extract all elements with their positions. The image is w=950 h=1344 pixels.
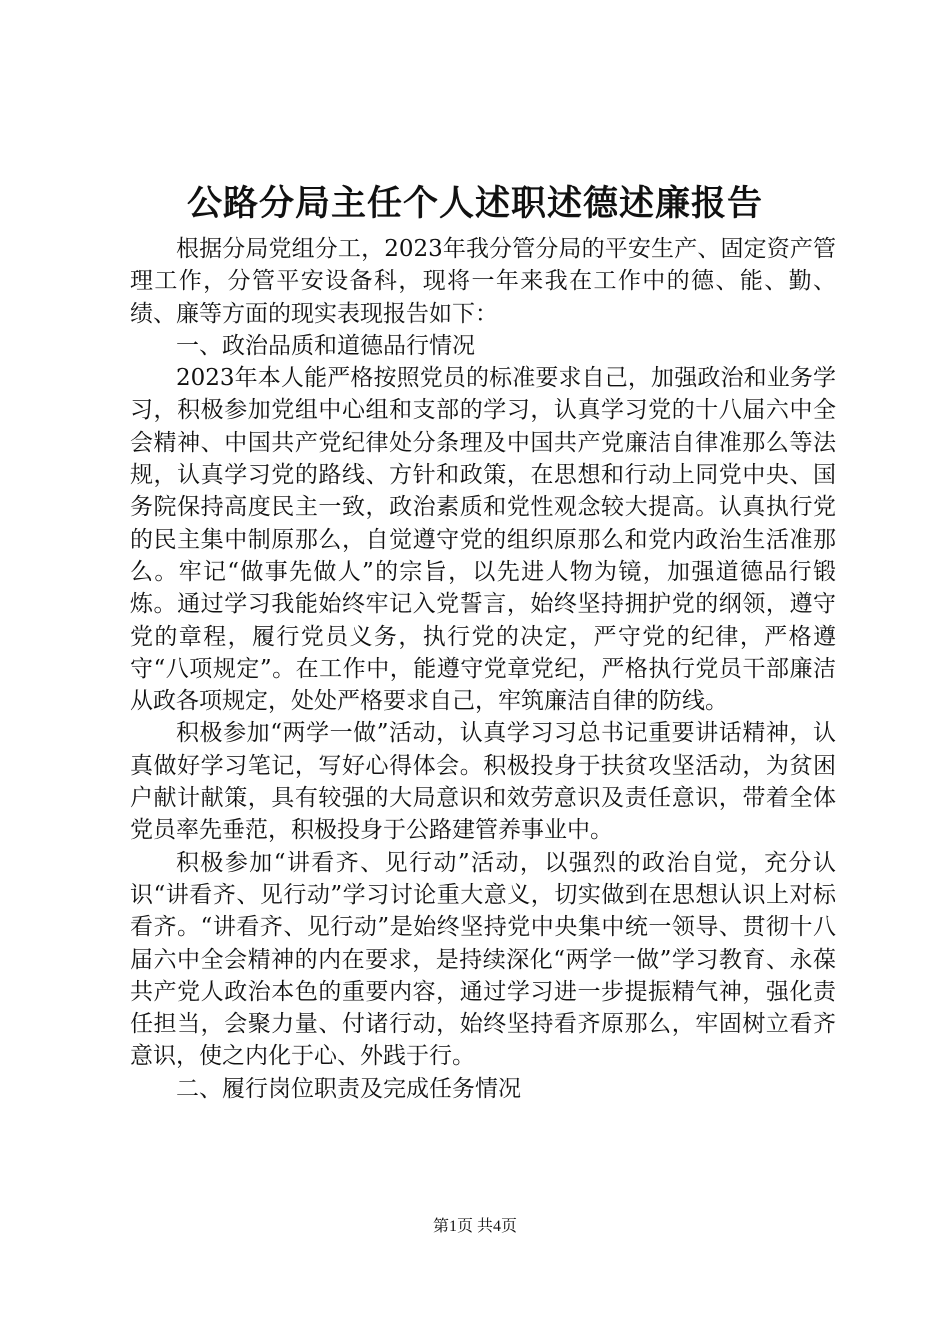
paragraph-intro: 根据分局党组分工，2023年我分管分局的平安生产、固定资产管理工作，分管平安设备科，现将一年来我在工作中的德、能、勤、绩、廉等方面的现实表现报告如下： (130, 236, 836, 327)
section-heading-2: 二、履行岗位职责及完成任务情况 (176, 1075, 521, 1102)
paragraph-two-studies: 积极参加“两学一做”活动，认真学习习总书记重要讲话精神，认真做好学习笔记，写好心得体会。积极投身于扶贫攻坚活动，为贫困户献计献策，具有较强的大局意识和效劳意识及责任意识，带着全体党员率先垂范，积极投身于公路建管养事业中。 (130, 720, 836, 844)
page-number: 第1页 共4页 (432, 1218, 517, 1235)
paragraph-alignment: 积极参加“讲看齐、见行动”活动，以强烈的政治自觉，充分认识“讲看齐、见行动”学习讨论重大意义，切实做到在思想认识上对标看齐。“讲看齐、见行动”是始终坚持党中央集中统一领导、贯彻十八届六中全会精神的内在要求，是持续深化“两学一做”学习教育、永葆共产党人政治本色的重要内容，通过学习进一步提振精气神，强化责任担当，会聚力量、付诸行动，始终坚持看齐原那么，牢固树立看齐意识，使之内化于心、外践于行。 (130, 849, 836, 1070)
section-heading-1: 一、政治品质和道德品行情况 (176, 332, 475, 359)
document-title: 公路分局主任个人述职述德述廉报告 (186, 183, 763, 224)
paragraph-political-quality: 2023年本人能严格按照党员的标准要求自己，加强政治和业务学习，积极参加党组中心组和支部的学习，认真学习党的十八届六中全会精神、中国共产党纪律处分条理及中国共产党廉洁自律准那么等法规，认真学习党的路线、方针和政策，在思想和行动上同党中央、国务院保持高度民主一致，政治素质和党性观念较大提高。认真执行党的民主集中制原那么，自觉遵守党的组织原那么和党内政治生活准那么。牢记“做事先做人”的宗旨，以先进人物为镜，加强道德品行锻炼。通过学习我能始终牢记入党誓言，始终坚持拥护党的纲领，遵守党的章程，履行党员义务，执行党的决定，严守党的纪律，严格遵守“八项规定”。在工作中，能遵守党章党纪，严格执行党员干部廉洁从政各项规定，处处严格要求自己，牢筑廉洁自律的防线。 (130, 365, 836, 715)
document-body (130, 233, 836, 1105)
